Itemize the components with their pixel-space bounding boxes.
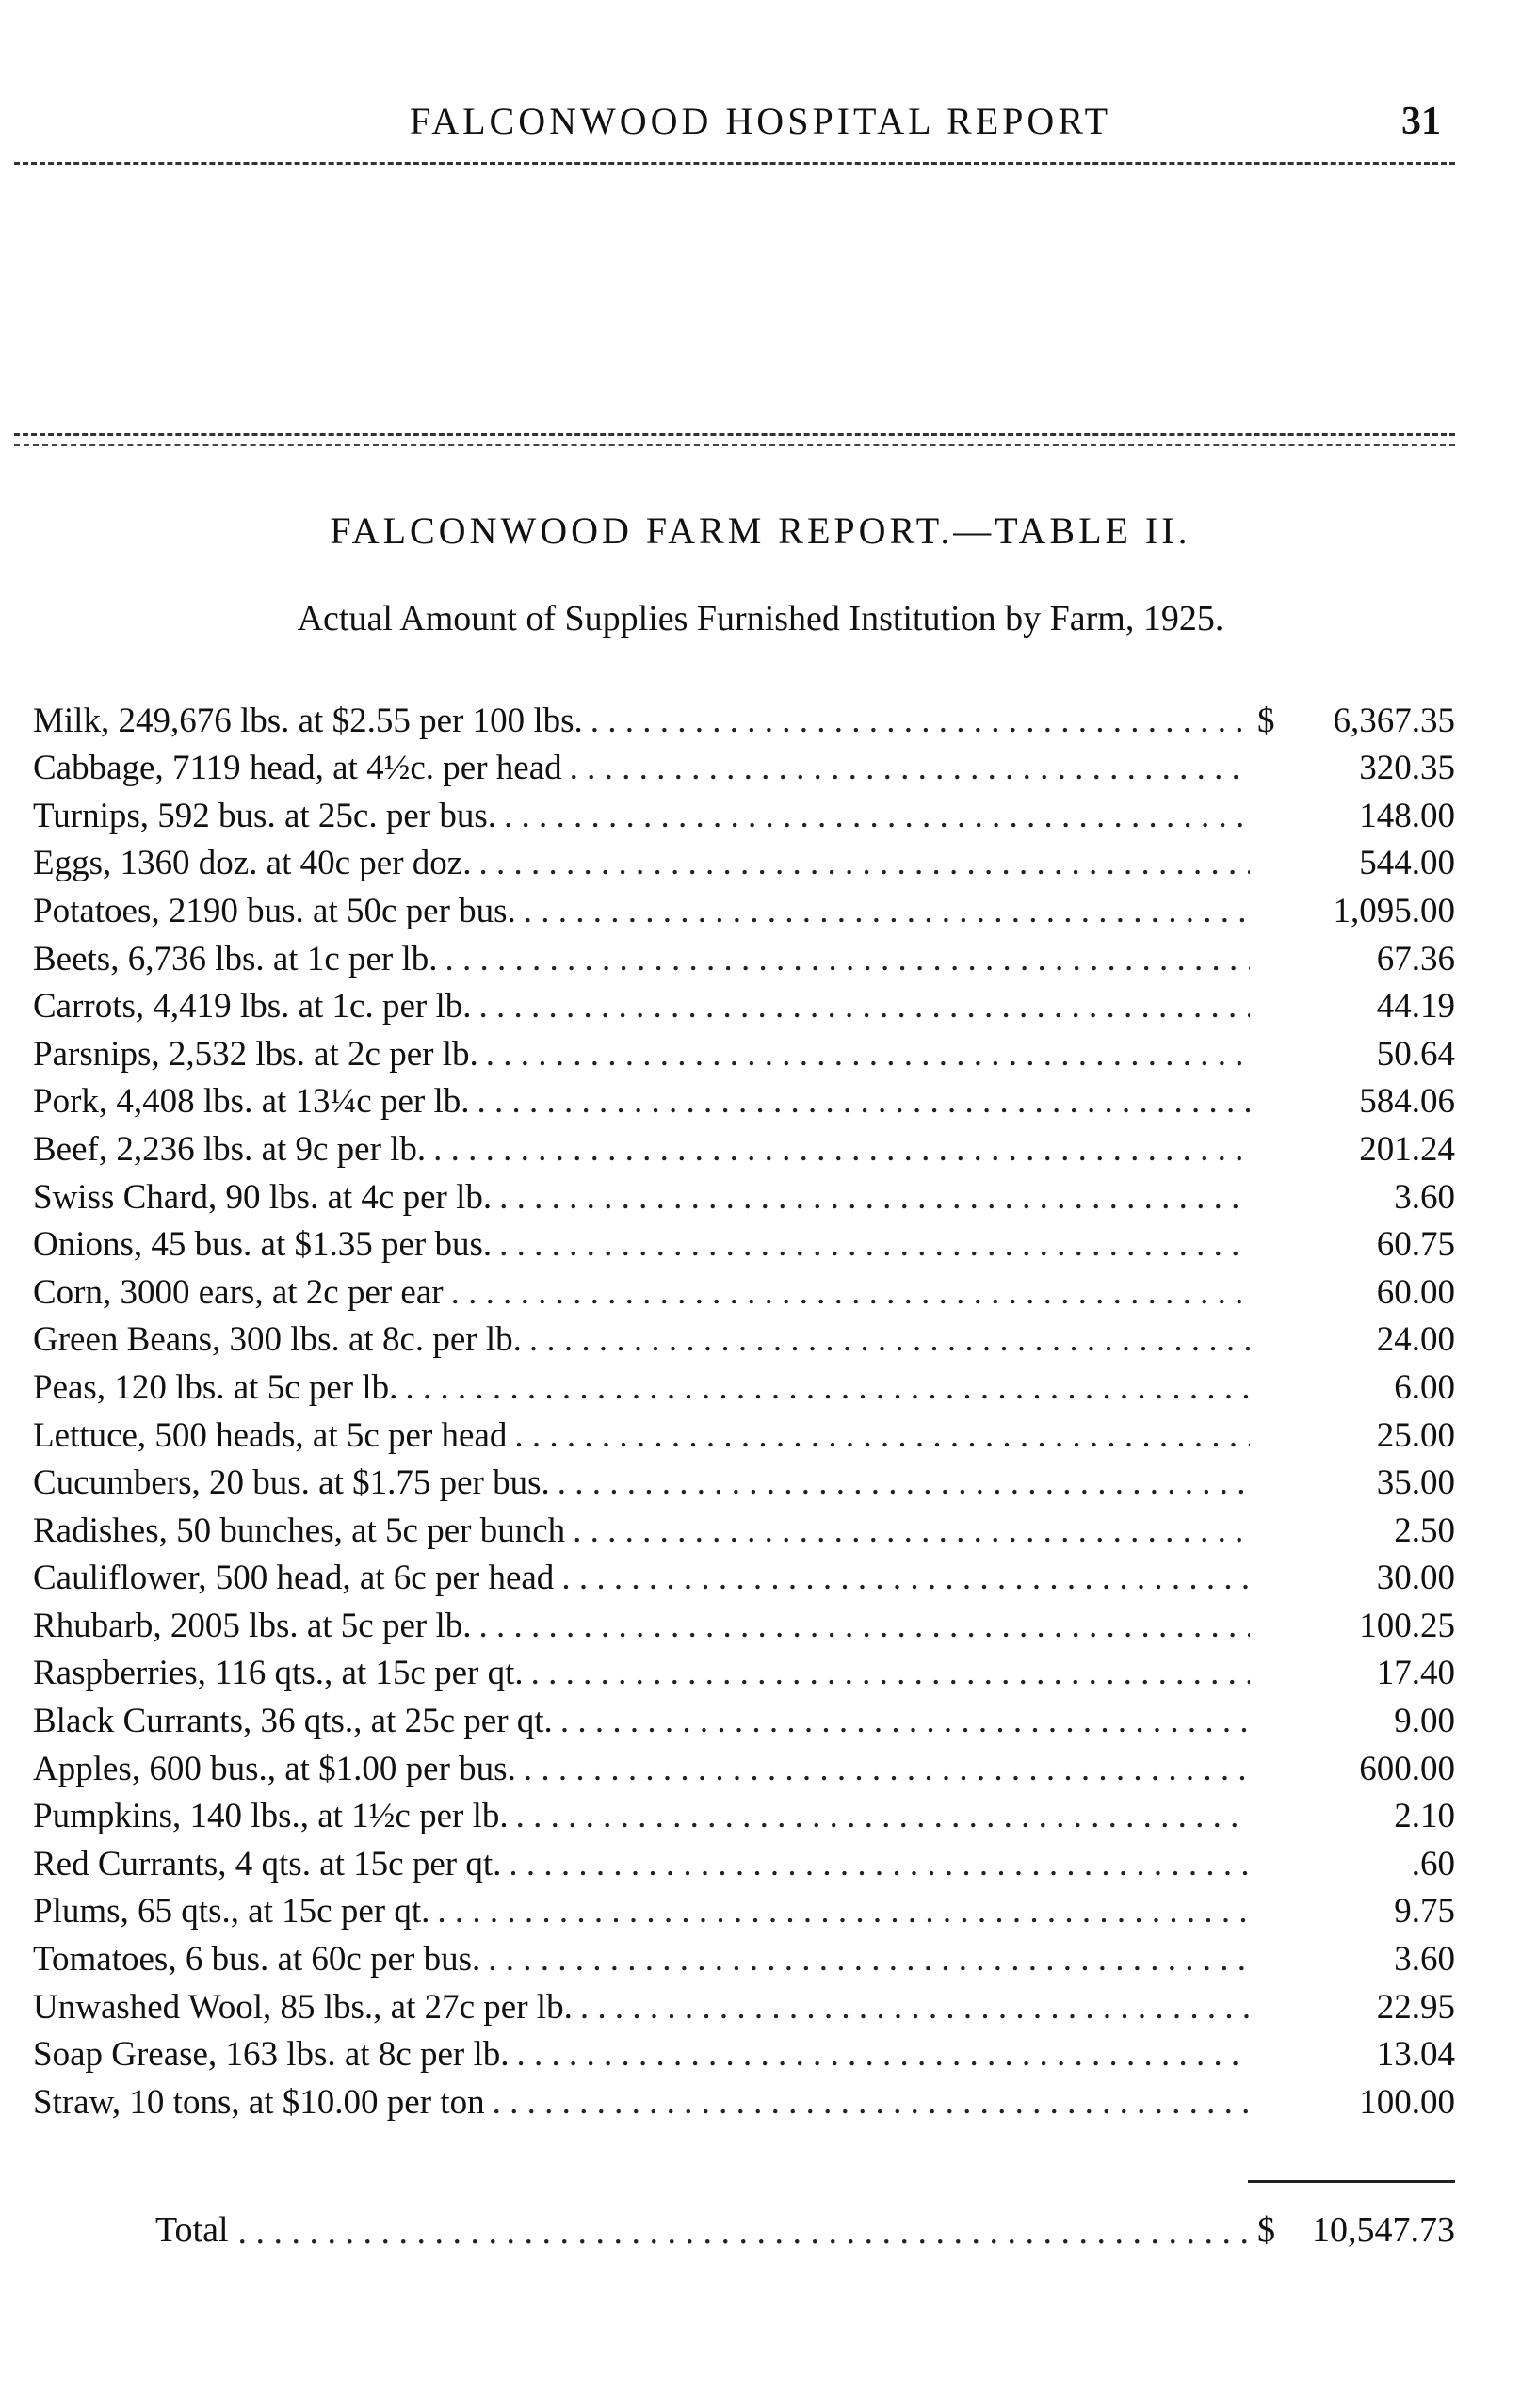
dot-leader [479, 1603, 1251, 1650]
list-item [33, 2031, 1455, 2079]
list-item [33, 1221, 1455, 1269]
total-label: Total [155, 2210, 229, 2250]
item-description: Cauliflower, 500 head, at 6c per head [33, 1559, 555, 1598]
item-amount: 9.75 [1394, 1892, 1455, 1931]
item-amount: 9.00 [1394, 1702, 1455, 1741]
item-description: Swiss Chard, 90 lbs. at 4c per lb. [33, 1177, 493, 1217]
item-amount: 320.35 [1359, 749, 1455, 788]
dot-leader [524, 1746, 1250, 1793]
dot-leader [529, 1317, 1250, 1364]
item-amount: 6,367.35 [1333, 701, 1455, 740]
dot-leader [517, 2031, 1250, 2078]
list-item [33, 1269, 1455, 1317]
item-description: Radishes, 50 bunches, at 5c per bunch [33, 1511, 566, 1550]
item-description: Plums, 65 qts., at 15c per qt. [33, 1892, 430, 1931]
item-currency: $ [1257, 701, 1275, 740]
dot-leader [437, 1888, 1250, 1935]
item-amount: 44.19 [1376, 987, 1455, 1026]
list-item [33, 1793, 1455, 1841]
list-item [33, 1030, 1455, 1078]
dot-leader [524, 888, 1250, 935]
item-description: Green Beans, 300 lbs. at 8c. per lb. [33, 1320, 522, 1360]
dot-leader [499, 1174, 1250, 1221]
dot-leader [558, 1460, 1250, 1507]
dot-leader [486, 1031, 1250, 1078]
total-currency: $ [1257, 2210, 1275, 2250]
item-amount: 148.00 [1359, 796, 1455, 835]
item-amount: 100.00 [1359, 2082, 1455, 2122]
dot-leader [488, 1936, 1250, 1983]
item-amount: 3.60 [1394, 1177, 1455, 1217]
section-rule-bottom [14, 444, 1455, 446]
header-rule [14, 162, 1455, 165]
dot-leader [478, 840, 1250, 887]
dot-leader [570, 745, 1250, 792]
dot-leader [451, 1269, 1250, 1317]
dot-leader [580, 1984, 1250, 2031]
item-description: Lettuce, 500 heads, at 5c per head [33, 1415, 508, 1455]
list-item [33, 1983, 1455, 2031]
list-item [33, 840, 1455, 888]
total-row [155, 2202, 1455, 2254]
list-item [33, 983, 1455, 1031]
list-item [33, 1888, 1455, 1936]
list-item [33, 887, 1455, 935]
item-description: Onions, 45 bus. at $1.35 per bus. [33, 1225, 493, 1265]
item-description: Unwashed Wool, 85 lbs., at 27c per lb. [33, 1987, 573, 2027]
item-description: Carrots, 4,419 lbs. at 1c. per lb. [33, 987, 472, 1026]
list-item [33, 1460, 1455, 1508]
item-description: Tomatoes, 6 bus. at 60c per bus. [33, 1940, 481, 1980]
dot-leader [509, 1841, 1250, 1888]
item-description: Pumpkins, 140 lbs., at 1½c per lb. [33, 1797, 509, 1836]
item-amount: 22.95 [1376, 1987, 1455, 2027]
item-amount: 13.04 [1376, 2035, 1455, 2075]
item-description: Potatoes, 2190 bus. at 50c per bus. [33, 891, 516, 930]
dot-leader [493, 2079, 1250, 2126]
list-item [33, 1602, 1455, 1650]
item-amount: 6.00 [1394, 1367, 1455, 1407]
item-description: Straw, 10 tons, at $10.00 per ton [33, 2082, 485, 2122]
item-description: Red Currants, 4 qts. at 15c per qt. [33, 1844, 502, 1883]
dot-leader [405, 1365, 1250, 1412]
list-item [33, 1840, 1455, 1888]
item-amount: 100.25 [1359, 1606, 1455, 1645]
list-item [33, 1364, 1455, 1412]
dot-leader [531, 1650, 1250, 1697]
dot-leader [238, 2207, 1248, 2254]
dot-leader [591, 698, 1250, 745]
dot-leader [499, 1221, 1250, 1269]
item-description: Rhubarb, 2005 lbs. at 5c per lb. [33, 1606, 472, 1645]
item-amount: 3.60 [1394, 1940, 1455, 1980]
table-title: FALCONWOOD FARM REPORT.—TABLE II. [330, 509, 1191, 552]
list-item [33, 697, 1455, 745]
running-title: FALCONWOOD HOSPITAL REPORT [409, 100, 1112, 142]
list-item [33, 2078, 1455, 2126]
item-amount: 600.00 [1359, 1749, 1455, 1788]
item-description: Cucumbers, 20 bus. at $1.75 per bus. [33, 1463, 550, 1503]
page-number: 31 [1401, 100, 1441, 143]
list-item [33, 1412, 1455, 1460]
item-amount: 1,095.00 [1333, 891, 1455, 930]
supplies-list [33, 697, 1455, 2126]
dot-leader [477, 1078, 1250, 1125]
list-item [33, 1935, 1455, 1983]
total-rule [1248, 2180, 1455, 2183]
item-description: Raspberries, 116 qts., at 15c per qt. [33, 1654, 524, 1693]
section-rule-top [14, 433, 1455, 436]
list-item [33, 1697, 1455, 1745]
item-description: Peas, 120 lbs. at 5c per lb. [33, 1367, 398, 1407]
item-description: Apples, 600 bus., at $1.00 per bus. [33, 1749, 516, 1788]
item-amount: 24.00 [1376, 1320, 1455, 1360]
item-amount: 60.00 [1376, 1272, 1455, 1312]
item-amount: 25.00 [1376, 1415, 1455, 1455]
dot-leader [433, 1126, 1250, 1173]
item-description: Black Currants, 36 qts., at 25c per qt. [33, 1702, 553, 1741]
item-amount: 544.00 [1359, 844, 1455, 883]
item-description: Beets, 6,736 lbs. at 1c per lb. [33, 939, 438, 978]
item-description: Parsnips, 2,532 lbs. at 2c per lb. [33, 1034, 478, 1074]
list-item [33, 1173, 1455, 1221]
list-item [33, 1555, 1455, 1603]
item-description: Eggs, 1360 doz. at 40c per doz. [33, 844, 472, 883]
item-description: Cabbage, 7119 head, at 4½c. per head [33, 749, 562, 788]
item-description: Corn, 3000 ears, at 2c per ear [33, 1272, 444, 1312]
item-amount: 50.64 [1376, 1034, 1455, 1074]
list-item [33, 1317, 1455, 1365]
item-amount: 67.36 [1376, 939, 1455, 978]
total-amount: 10,547.73 [1312, 2210, 1455, 2250]
list-item [33, 1650, 1455, 1698]
item-description: Pork, 4,408 lbs. at 13¼c per lb. [33, 1082, 470, 1122]
dot-leader [516, 1793, 1250, 1840]
list-item [33, 1125, 1455, 1173]
list-item [33, 935, 1455, 983]
item-amount: 35.00 [1376, 1463, 1455, 1503]
item-amount: 2.10 [1394, 1797, 1455, 1836]
item-amount: 584.06 [1359, 1082, 1455, 1122]
item-amount: 2.50 [1394, 1511, 1455, 1550]
item-description: Milk, 249,676 lbs. at $2.55 per 100 lbs. [33, 701, 583, 740]
item-amount: .60 [1411, 1844, 1455, 1883]
running-header [0, 99, 1521, 155]
list-item [33, 1745, 1455, 1793]
dot-leader [479, 983, 1251, 1030]
table-subtitle: Actual Amount of Supplies Furnished Institution by Farm, 1925. [297, 599, 1224, 638]
item-amount: 60.75 [1376, 1225, 1455, 1265]
list-item [33, 745, 1455, 793]
item-description: Soap Grease, 163 lbs. at 8c per lb. [33, 2035, 510, 2075]
list-item [33, 1507, 1455, 1555]
dot-leader [445, 936, 1250, 983]
dot-leader [504, 793, 1250, 840]
list-item [33, 792, 1455, 840]
dot-leader [573, 1508, 1250, 1555]
item-description: Beef, 2,236 lbs. at 9c per lb. [33, 1129, 427, 1169]
item-amount: 30.00 [1376, 1559, 1455, 1598]
item-amount: 17.40 [1376, 1654, 1455, 1693]
dot-leader [514, 1413, 1250, 1460]
list-item [33, 1078, 1455, 1126]
dot-leader [560, 1698, 1250, 1745]
item-amount: 201.24 [1359, 1129, 1455, 1169]
dot-leader [561, 1555, 1250, 1602]
item-description: Turnips, 592 bus. at 25c. per bus. [33, 796, 496, 835]
